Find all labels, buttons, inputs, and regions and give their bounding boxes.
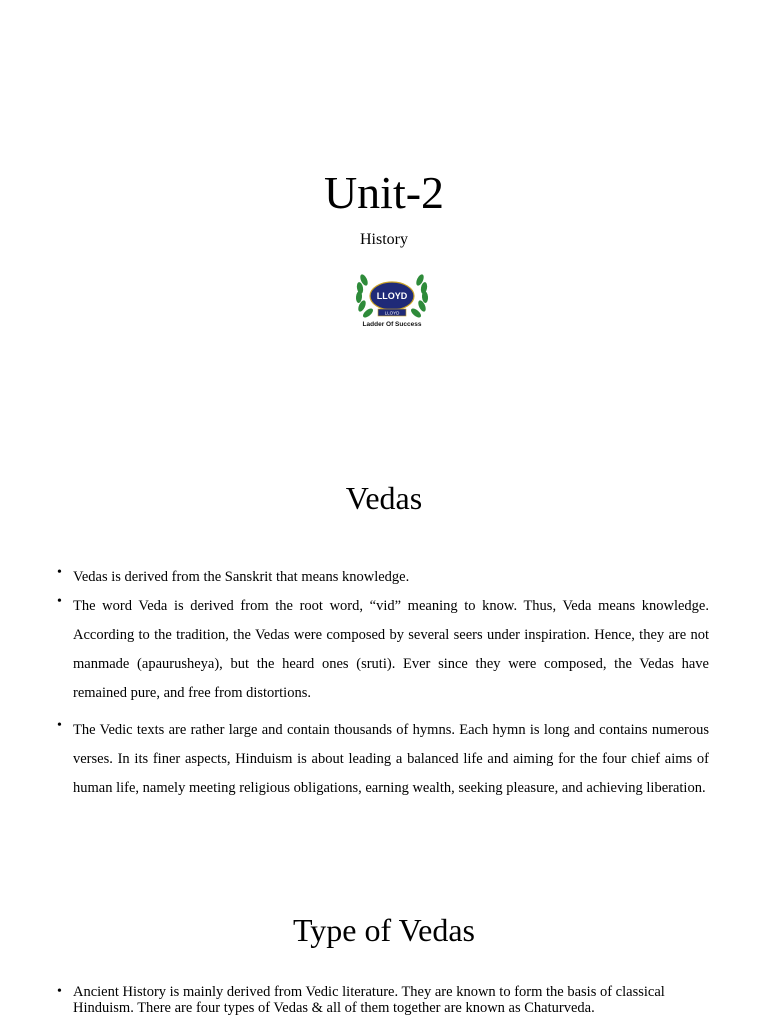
bullet-dot: • [57, 565, 62, 580]
list-item [57, 984, 709, 1016]
vedas-heading: Vedas [345, 480, 423, 516]
list-item [57, 563, 709, 592]
bullet-dot: • [57, 718, 62, 733]
lloyd-logo-emblem [344, 268, 440, 322]
lloyd-logo [344, 268, 440, 334]
list-item [57, 716, 709, 803]
bullet-text: Vedas is derived from the Sanskrit that means knowledge. [73, 569, 410, 585]
unit-subtitle: History [360, 231, 408, 248]
bullet-dot: • [57, 984, 62, 999]
bullet-dot: • [57, 594, 62, 609]
vedas-bullet-list [57, 563, 709, 811]
logo-badge-text: LLOYD [376, 291, 408, 301]
bullet-text: Ancient History is mainly derived from Vedic literature. They are known to form the basis of classical Hinduism. There are four types of Vedas & all of them together are known as Chaturveda. [73, 984, 665, 1016]
list-item [57, 592, 709, 708]
unit-title: Unit-2 [323, 167, 445, 218]
bullet-text: The Vedic texts are rather large and contain thousands of hymns. Each hymn is long and contains numerous verses. In its finer aspects, Hinduism is about leading a balanced life and aiming for the four chief aims of human life, namely meeting religious obligations, earning wealth, seeking pleasure, and achieving liberation. [73, 722, 709, 796]
logo-tagline: Ladder Of Success [362, 321, 422, 328]
bullet-text: The word Veda is derived from the root word, “vid” meaning to know. Thus, Veda means knowledge. According to the tradition, the Vedas were composed by several seers under inspiration. Hence, they are not manmade (apaurusheya), but the heard ones (sruti). Ever since they were composed, the Vedas have remained pure, and free from distortions. [73, 598, 709, 701]
types-heading: Type of Vedas [292, 912, 475, 948]
types-bullet-list [57, 984, 709, 1016]
logo-ribbon-text: LLOYD [384, 310, 400, 316]
